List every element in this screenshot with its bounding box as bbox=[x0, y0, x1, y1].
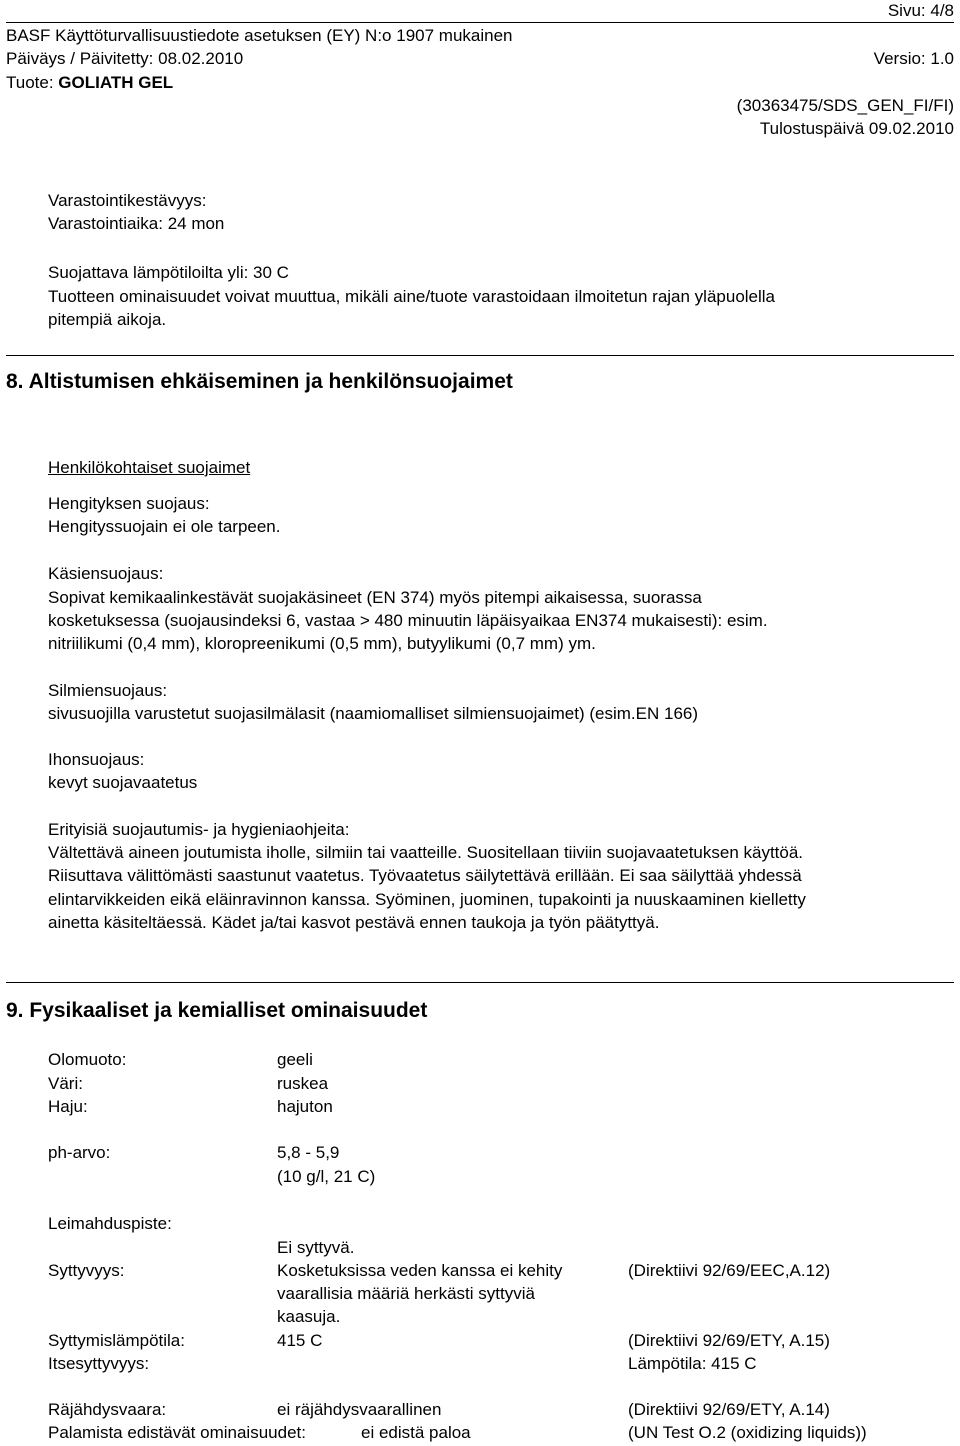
hygiene-line-4: ainetta käsiteltäessä. Kädet ja/tai kasvot pestävä ennen taukoja ja työn päätyttyä. bbox=[48, 913, 660, 932]
color-label: Väri: bbox=[48, 1074, 83, 1093]
form-value: geeli bbox=[277, 1050, 313, 1069]
page-number: Sivu: 4/8 bbox=[887, 1, 954, 20]
flash-point-value: Ei syttyvä. bbox=[277, 1238, 355, 1257]
odor-value: hajuton bbox=[277, 1097, 333, 1116]
form-label: Olomuoto: bbox=[48, 1050, 127, 1069]
respiratory-text: Hengityssuojain ei ole tarpeen. bbox=[48, 517, 281, 536]
oxidizing-properties-value: ei edistä paloa bbox=[361, 1423, 471, 1442]
flammability-value-line-3: kaasuja. bbox=[277, 1307, 341, 1326]
respiratory-label: Hengityksen suojaus: bbox=[48, 494, 210, 513]
hand-protection-label: Käsiensuojaus: bbox=[48, 564, 164, 583]
hand-protection-line-2: kosketuksessa (suojausindeksi 6, vastaa > 480 minuutin läpäisyaikaa EN374 mukaisesti): esim. bbox=[48, 611, 768, 630]
flammability-value-line-1: Kosketuksissa veden kanssa ei kehity bbox=[277, 1261, 563, 1280]
document-code: (30363475/SDS_GEN_FI/FI) bbox=[736, 96, 954, 115]
skin-protection-label: Ihonsuojaus: bbox=[48, 750, 145, 769]
explosion-hazard-label: Räjähdysvaara: bbox=[48, 1400, 167, 1419]
flash-point-label: Leimahduspiste: bbox=[48, 1214, 172, 1233]
product-line bbox=[6, 72, 173, 94]
oxidizing-properties-method: (UN Test O.2 (oxidizing liquids)) bbox=[628, 1423, 867, 1442]
eye-protection-label: Silmiensuojaus: bbox=[48, 681, 168, 700]
ph-label: ph-arvo: bbox=[48, 1143, 111, 1162]
storage-note-line-1: Tuotteen ominaisuudet voivat muuttua, mikäli aine/tuote varastoidaan ilmoitetun rajan yläpuolella bbox=[48, 287, 776, 306]
ph-value: 5,8 - 5,9 bbox=[277, 1143, 340, 1162]
print-date: Tulostuspäivä 09.02.2010 bbox=[759, 119, 954, 138]
storage-temperature: Suojattava lämpötiloilta yli: 30 C bbox=[48, 263, 289, 282]
ignition-temperature-value: 415 C bbox=[277, 1331, 323, 1350]
version: Versio: 1.0 bbox=[873, 49, 954, 68]
odor-label: Haju: bbox=[48, 1097, 88, 1116]
flammability-method: (Direktiivi 92/69/EEC,A.12) bbox=[628, 1261, 831, 1280]
storage-time: Varastointiaika: 24 mon bbox=[48, 214, 225, 233]
oxidizing-properties-label: Palamista edistävät ominaisuudet: bbox=[48, 1423, 306, 1442]
section-9-title: 9. Fysikaaliset ja kemialliset ominaisuudet bbox=[6, 999, 428, 1022]
skin-protection-text: kevyt suojavaatetus bbox=[48, 773, 198, 792]
self-ignition-label: Itsesyttyvyys: bbox=[48, 1354, 150, 1373]
ph-conditions: (10 g/l, 21 C) bbox=[277, 1167, 376, 1186]
product-name: GOLIATH GEL bbox=[58, 73, 174, 92]
flammability-label: Syttyvyys: bbox=[48, 1261, 125, 1280]
document-title: BASF Käyttöturvallisuustiedote asetuksen (EY) N:o 1907 mukainen bbox=[6, 26, 513, 45]
explosion-hazard-method: (Direktiivi 92/69/ETY, A.14) bbox=[628, 1400, 830, 1419]
storage-stability-title: Varastointikestävyys: bbox=[48, 191, 207, 210]
eye-protection-text: sivusuojilla varustetut suojasilmälasit (naamiomalliset silmiensuojaimet) (esim.EN 166) bbox=[48, 704, 699, 723]
ppe-subtitle: Henkilökohtaiset suojaimet bbox=[48, 458, 251, 477]
revision-date: Päiväys / Päivitetty: 08.02.2010 bbox=[6, 49, 244, 68]
section-8-rule bbox=[6, 355, 954, 356]
header-rule bbox=[6, 22, 954, 23]
self-ignition-value: Lämpötila: 415 C bbox=[628, 1354, 757, 1373]
explosion-hazard-value: ei räjähdysvaarallinen bbox=[277, 1400, 442, 1419]
hand-protection-line-3: nitriilikumi (0,4 mm), kloropreenikumi (0,5 mm), butyylikumi (0,7 mm) ym. bbox=[48, 634, 596, 653]
section-9-rule bbox=[6, 982, 954, 983]
color-value: ruskea bbox=[277, 1074, 329, 1093]
hygiene-label: Erityisiä suojautumis- ja hygieniaohjeita: bbox=[48, 820, 350, 839]
flammability-value-line-2: vaarallisia määriä herkästi syttyviä bbox=[277, 1284, 535, 1303]
ignition-temperature-method: (Direktiivi 92/69/ETY, A.15) bbox=[628, 1331, 830, 1350]
hand-protection-line-1: Sopivat kemikaalinkestävät suojakäsineet (EN 374) myös pitempi aikaisessa, suorassa bbox=[48, 588, 702, 607]
storage-note-line-2: pitempiä aikoja. bbox=[48, 310, 167, 329]
hygiene-line-2: Riisuttava välittömästi saastunut vaatetus. Työvaatetus säilytettävä erillään. Ei saa säilyttää yhdessä bbox=[48, 866, 802, 885]
ignition-temperature-label: Syttymislämpötila: bbox=[48, 1331, 185, 1350]
hygiene-line-1: Vältettävä aineen joutumista iholle, silmiin tai vaatteille. Suositellaan tiiviin suojavaatetuksen käyttöä. bbox=[48, 843, 804, 862]
section-8-title: 8. Altistumisen ehkäiseminen ja henkilönsuojaimet bbox=[6, 370, 513, 393]
product-label: Tuote: bbox=[6, 73, 59, 92]
hygiene-line-3: elintarvikkeiden eikä eläinravinnon kanssa. Syöminen, juominen, tupakointi ja nuuskaaminen kielletty bbox=[48, 890, 806, 909]
